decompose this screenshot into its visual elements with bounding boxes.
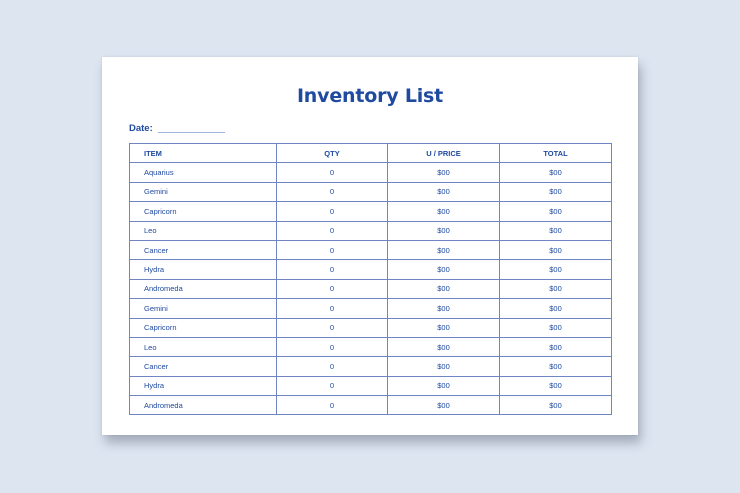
cell-item[interactable]: Aquarius [130, 163, 277, 182]
table-row [130, 163, 612, 182]
date-label: Date: [129, 123, 153, 134]
table-row [130, 299, 612, 318]
table-row [130, 182, 612, 201]
cell-item[interactable]: Hydra [130, 260, 277, 279]
cell-unit-price[interactable]: $00 [388, 221, 500, 240]
cell-item[interactable]: Andromeda [130, 279, 277, 298]
cell-unit-price[interactable]: $00 [388, 376, 500, 395]
header-total: TOTAL [500, 144, 612, 163]
table-row [130, 318, 612, 337]
cell-qty[interactable]: 0 [277, 240, 388, 259]
cell-item[interactable]: Cancer [130, 357, 277, 376]
table-row [130, 376, 612, 395]
cell-unit-price[interactable]: $00 [388, 279, 500, 298]
cell-unit-price[interactable]: $00 [388, 318, 500, 337]
cell-unit-price[interactable]: $00 [388, 396, 500, 415]
table-row [130, 337, 612, 356]
cell-total[interactable]: $00 [500, 337, 612, 356]
cell-total[interactable]: $00 [500, 396, 612, 415]
cell-unit-price[interactable]: $00 [388, 299, 500, 318]
cell-item[interactable]: Hydra [130, 376, 277, 395]
table-row [130, 240, 612, 259]
cell-total[interactable]: $00 [500, 182, 612, 201]
cell-item[interactable]: Gemini [130, 182, 277, 201]
cell-qty[interactable]: 0 [277, 376, 388, 395]
cell-item[interactable]: Leo [130, 337, 277, 356]
table-row [130, 221, 612, 240]
cell-qty[interactable]: 0 [277, 396, 388, 415]
cell-unit-price[interactable]: $00 [388, 202, 500, 221]
cell-qty[interactable]: 0 [277, 202, 388, 221]
table-row [130, 202, 612, 221]
cell-total[interactable]: $00 [500, 260, 612, 279]
cell-unit-price[interactable]: $00 [388, 337, 500, 356]
header-unit-price: U / PRICE [388, 144, 500, 163]
cell-unit-price[interactable]: $00 [388, 182, 500, 201]
cell-total[interactable]: $00 [500, 318, 612, 337]
cell-unit-price[interactable]: $00 [388, 240, 500, 259]
inventory-table [129, 143, 612, 415]
cell-unit-price[interactable]: $00 [388, 260, 500, 279]
header-qty: QTY [277, 144, 388, 163]
table-row [130, 279, 612, 298]
cell-total[interactable]: $00 [500, 376, 612, 395]
page-title: Inventory List [296, 85, 444, 107]
header-item: ITEM [130, 144, 277, 163]
cell-unit-price[interactable]: $00 [388, 357, 500, 376]
table-row [130, 357, 612, 376]
table-row [130, 260, 612, 279]
cell-total[interactable]: $00 [500, 357, 612, 376]
cell-qty[interactable]: 0 [277, 337, 388, 356]
cell-unit-price[interactable]: $00 [388, 163, 500, 182]
cell-item[interactable]: Capricorn [130, 318, 277, 337]
cell-qty[interactable]: 0 [277, 260, 388, 279]
cell-item[interactable]: Andromeda [130, 396, 277, 415]
inventory-sheet [102, 57, 638, 435]
cell-qty[interactable]: 0 [277, 318, 388, 337]
cell-qty[interactable]: 0 [277, 357, 388, 376]
date-row [129, 123, 225, 134]
cell-item[interactable]: Capricorn [130, 202, 277, 221]
cell-item[interactable]: Cancer [130, 240, 277, 259]
table-row [130, 396, 612, 415]
table-header-row [130, 144, 612, 163]
cell-total[interactable]: $00 [500, 202, 612, 221]
cell-total[interactable]: $00 [500, 163, 612, 182]
cell-qty[interactable]: 0 [277, 279, 388, 298]
cell-total[interactable]: $00 [500, 279, 612, 298]
cell-total[interactable]: $00 [500, 221, 612, 240]
cell-qty[interactable]: 0 [277, 182, 388, 201]
table-body [130, 163, 612, 415]
cell-item[interactable]: Gemini [130, 299, 277, 318]
cell-qty[interactable]: 0 [277, 299, 388, 318]
cell-item[interactable]: Leo [130, 221, 277, 240]
cell-qty[interactable]: 0 [277, 221, 388, 240]
cell-qty[interactable]: 0 [277, 163, 388, 182]
cell-total[interactable]: $00 [500, 299, 612, 318]
cell-total[interactable]: $00 [500, 240, 612, 259]
date-field[interactable] [158, 132, 225, 133]
